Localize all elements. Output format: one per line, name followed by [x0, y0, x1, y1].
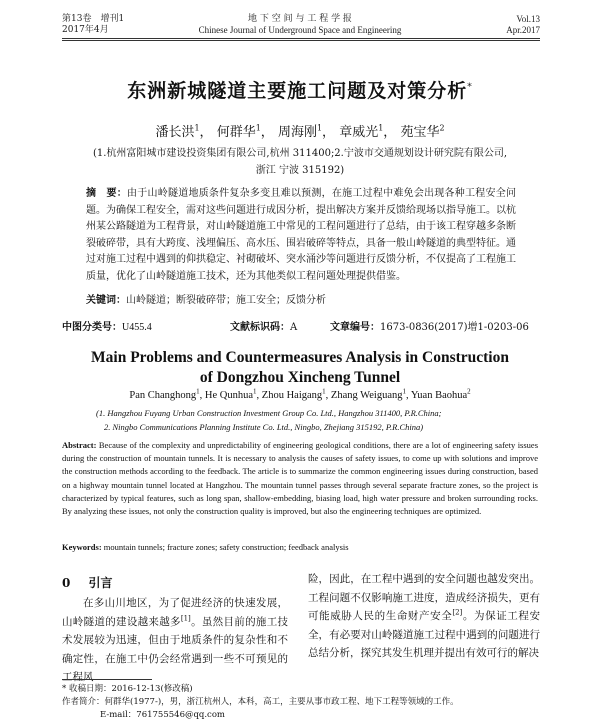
paper-title-en-line: of Dongzhou Xincheng Tunnel: [199, 369, 401, 386]
author-en: He Qunhua: [204, 390, 254, 401]
body-column-left: [62, 594, 288, 687]
keywords-cn-text: 山岭隧道；断裂破碎带；施工安全；反馈分析: [126, 295, 326, 306]
body-text: 。虽然目前的施工技术发展较为迅速，但由于地质条件的复杂性和不确定性，在施工中仍会经常遇到一些不可预见的工程风: [62, 615, 289, 683]
author-en: Pan Changhong: [129, 390, 197, 401]
body-column-right: [308, 570, 540, 663]
abstract-cn: [86, 186, 516, 285]
keywords-en-label: Keywords:: [62, 542, 102, 552]
author-en-sup: 1: [402, 387, 406, 396]
clc-value: U455.4: [122, 322, 152, 333]
footnote-email: E-mail：761755546@qq.com: [100, 710, 225, 720]
footnote-author: 作者简介：何群华(1977-)，男，浙江杭州人，本科，高工，主要从事市政工程、地下工程等领域的工作。: [62, 697, 459, 707]
paper-title-en-line: Main Problems and Countermeasures Analysis in Construction: [91, 349, 509, 366]
body-paragraph: [62, 594, 288, 687]
citation-ref: [1]: [180, 614, 191, 622]
body-text: 在多山川地区，为了促进经济的快速发展，山岭隧道的建设越来越多: [62, 597, 288, 628]
author-en: Zhang Weiguang: [330, 390, 403, 401]
author-cn-sup: 2: [439, 123, 445, 133]
keywords-cn-label: 关键词：: [86, 295, 126, 306]
abstract-en-text: Because of the complexity and unpredictability of engineering geological conditions, there are a lot of engineering safety issues during the construction of mountain tunnels. It is necessary to analysis the causes of safety issues, to come up with solutions and improve the construction methods according to the feedback. The article is to summarize the common engineering issues during construction, based on a highway mountain tunnel located at Hangzhou. The mountain tunnel passes through several separate fracture zones, so the project is characterized by typical features, such as long span, shallow-embedding, biasing load, high water pressure and broken surrounding rocks. By analyzing these issues, not only the construction quality is improved, but also the engineering techniques are optimized.: [62, 440, 539, 517]
keywords-en-text: mountain tunnels; fracture zones; safety construction; feedback analysis: [103, 542, 349, 552]
article-label: 文章编号：: [330, 322, 380, 333]
authors-en: Pan Changhong$^1$, He Qunhua$^1$, Zhou Haigang$^1$, Zhang Weiguang$^1$, Yuan Baohua$^2$: [129, 387, 471, 401]
affiliation-cn-line: (1.杭州富阳城市建设投资集团有限公司,杭州 311400;2.宁波市交通规划设计研究院有限公司,: [92, 148, 508, 159]
journal-name: [180, 14, 420, 36]
doc-code: [230, 318, 297, 333]
article-value: 1673-0836(2017)增1-0203-06: [380, 322, 529, 333]
authors-cn: 潘长洪$^1$， 何群华$^1$， 周海刚$^1$， 章威光$^1$， 苑宝华$^2$: [155, 123, 445, 140]
article-number: [330, 318, 529, 333]
author-cn-sup: 1: [378, 123, 384, 133]
abstract-cn-label: 摘 要：: [86, 188, 127, 199]
author-en-sup: 1: [196, 387, 200, 396]
journal-volume: [62, 14, 124, 36]
header-rule: [62, 38, 540, 39]
journal-vol-en: Vol.13: [516, 14, 540, 24]
author-cn: 何群华: [216, 125, 256, 140]
author-en-sup: 1: [322, 387, 326, 396]
affiliation-en-line: (1. Hangzhou Fuyang Urban Construction Investment Group Co. Ltd., Hangzhou 311400, P.R.China;: [96, 408, 442, 418]
author-cn: 苑宝华: [400, 125, 440, 140]
author-en: Yuan Baohua: [410, 390, 468, 401]
abstract-cn-text: 由于山岭隧道地质条件复杂多变且难以预测，在施工过程中难免会出现各种工程安全问题。为确保工程安全，需对这些问题进行成因分析，提出解决方案并反馈给现场以指导施工。以杭州某公路隧道为工程背景，对山岭隧道施工中常见的工程问题进行了总结，由于该工程穿越多条断裂破碎带，具有大跨度、浅埋偏压、高水压、围岩破碎等特点，具备一般山岭隧道的典型特征。通过对施工过程中遇到的仰拱稳定、衬砌破坏、突水涌沙等问题进行反馈分析，不仅提高了工程施工质量，优化了山岭隧道施工技术，还为其他类似工程问题处理提供借鉴。: [86, 188, 517, 282]
section-heading: [62, 574, 113, 591]
author-cn-sup: 1: [194, 123, 200, 133]
journal-date-line: 2017年4月: [62, 25, 109, 35]
abstract-en-label: Abstract:: [62, 440, 97, 450]
section-title: 引言: [88, 576, 113, 590]
journal-name-en: Chinese Journal of Underground Space and Engineering: [198, 25, 402, 35]
clc-label: 中图分类号：: [62, 322, 122, 333]
author-cn-sup: 1: [316, 123, 323, 133]
keywords-cn: [86, 291, 326, 306]
paper-title-en: [60, 348, 540, 388]
author-en-sup: 2: [467, 387, 471, 396]
paper-title-cn-text: 东洲新城隧道主要施工问题及对策分析: [127, 80, 468, 102]
author-en-sup: 1: [253, 387, 257, 396]
doc-label: 文献标识码：: [230, 322, 290, 333]
footnote-received: * 收稿日期：2016-12-13(修改稿): [62, 684, 193, 694]
citation-ref: [2]: [452, 608, 463, 617]
title-footnote-mark: *: [467, 82, 473, 93]
journal-volume-line: 第13卷 增刊1: [62, 14, 125, 24]
affiliation-cn-line: 浙江 宁波 315192): [255, 165, 345, 176]
author-cn: 章威光: [339, 125, 379, 140]
footnote: [62, 683, 459, 722]
author-cn: 周海刚: [277, 125, 317, 140]
affiliation-en-line: 2. Ningbo Communications Planning Institute Co. Ltd., Ningbo, Zhejiang 315192, P.R.China): [104, 422, 424, 432]
author-cn: 潘长洪: [155, 125, 195, 140]
section-number: 0: [62, 576, 71, 590]
author-cn-sup: 1: [255, 123, 261, 133]
doc-value: A: [290, 322, 298, 333]
author-en: Zhou Haigang: [261, 390, 323, 401]
header-rule-thin: [62, 40, 540, 41]
keywords-en: [62, 542, 349, 552]
footnote-rule: [62, 679, 152, 680]
paper-title-cn: [0, 76, 600, 103]
journal-issue: [470, 14, 540, 36]
clc-number: [62, 318, 152, 333]
body-text: 。为保证工程安全，有必要对山岭隧道施工过程中遇到的问题进行总结分析，探究其发生机理并提出有效可行的解决: [308, 610, 541, 659]
journal-name-cn: 地 下 空 间 与 工 程 学 报: [248, 14, 352, 24]
abstract-en: [62, 439, 538, 518]
journal-date-en: Apr.2017: [506, 25, 540, 35]
affiliation-cn: [80, 145, 520, 179]
affiliation-en: [96, 406, 526, 434]
body-text: 险，因此，在工程中遇到的安全问题也越发突出。工程问题不仅影响施工进度，造成经济损失，更有可能威胁人民的生命财产安全: [308, 573, 540, 622]
body-paragraph: [308, 570, 540, 663]
